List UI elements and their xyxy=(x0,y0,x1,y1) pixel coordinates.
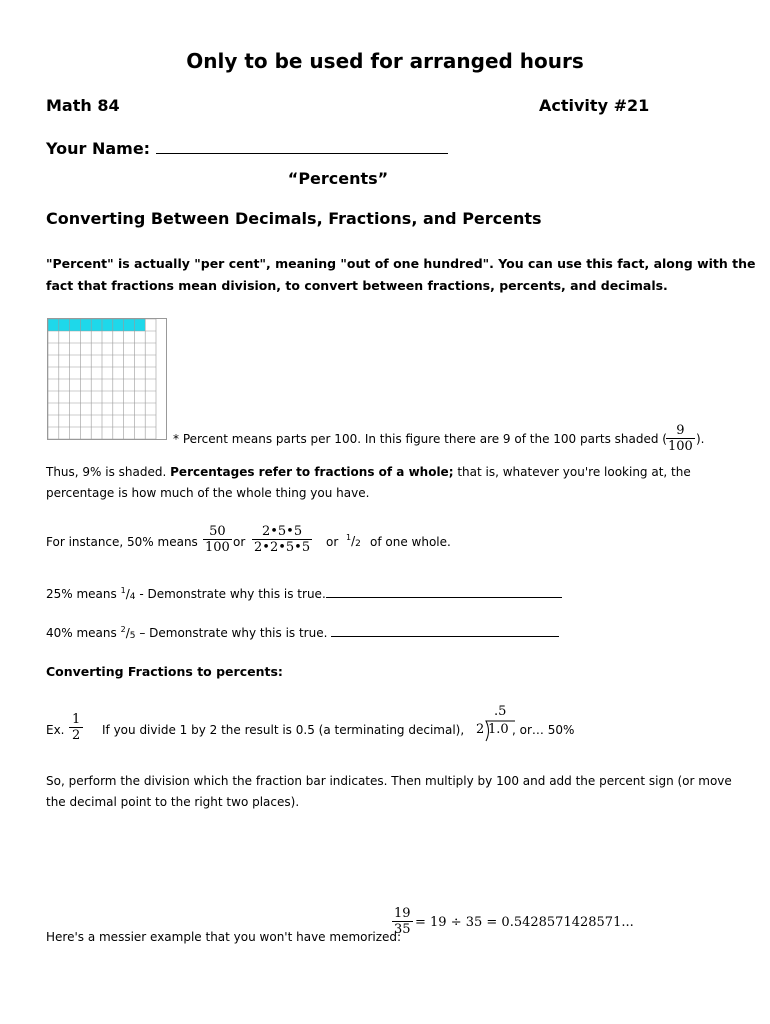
activity-label: Activity #21 xyxy=(539,96,650,115)
messier-text: Here's a messier example that you won't have memorized: xyxy=(46,930,402,944)
name-label: Your Name: xyxy=(46,139,151,158)
instance-lead: For instance, 50% means xyxy=(46,535,198,549)
figure-caption: * Percent means parts per 100. In this figure there are 9 of the 100 parts shaded ( xyxy=(173,432,667,446)
grid-lines xyxy=(48,319,168,441)
answer-blank-40[interactable] xyxy=(331,625,559,637)
name-blank[interactable] xyxy=(156,139,448,154)
section-heading-fractions-to-percents: Converting Fractions to percents: xyxy=(46,664,283,679)
long-division xyxy=(476,704,516,744)
q25-line: 25% means $^1/_4$ - Demonstrate why this is true. xyxy=(46,586,562,602)
example-tail: , or… 50% xyxy=(512,723,575,737)
divisor: 2 xyxy=(476,722,485,737)
thus-line-1: Thus, 9% is shaded. Percentages refer to fractions of a whole; that is, whatever you're looking at, the xyxy=(46,465,691,479)
dividend: 1.0 xyxy=(488,722,509,737)
example-text: If you divide 1 by 2 the result is 0.5 (a terminating decimal), xyxy=(102,723,465,737)
q40-line: 40% means $^2/_5$ – Demonstrate why this is true. xyxy=(46,625,559,641)
fraction-1-over-2: 1 2 xyxy=(70,712,82,743)
messier-equation: = 19 ÷ 35 = 0.5428571428571... xyxy=(415,915,634,930)
caption-close: ). xyxy=(696,432,705,446)
section-heading-converting: Converting Between Decimals, Fractions, and Percents xyxy=(46,209,542,228)
fraction-factored: 2•5•5 2•2•5•5 xyxy=(254,524,311,555)
so-line-1: So, perform the division which the fraction bar indicates. Then multiply by 100 and add the percent sign (or move xyxy=(46,774,732,788)
or-1: or xyxy=(233,535,246,549)
instance-tail: of one whole. xyxy=(370,535,451,549)
hundred-grid xyxy=(47,318,167,440)
intro-line-2: fact that fractions mean division, to convert between fractions, percents, and decimals. xyxy=(46,278,668,293)
thus-line-2: percentage is how much of the whole thing you have. xyxy=(46,486,370,500)
course-label: Math 84 xyxy=(46,96,120,115)
fraction-19-over-35: 19 35 xyxy=(394,906,411,937)
name-field[interactable] xyxy=(46,139,448,158)
quotient: .5 xyxy=(494,704,507,719)
ex-label: Ex. xyxy=(46,723,65,737)
intro-line-1: "Percent" is actually "per cent", meaning "out of one hundred". You can use this fact, along with the xyxy=(46,256,756,271)
fraction-50-over-100: 50 100 xyxy=(205,524,230,555)
answer-blank-25[interactable] xyxy=(326,586,562,598)
page-title: Only to be used for arranged hours xyxy=(186,49,584,73)
or-2: or xyxy=(326,535,339,549)
fraction-one-half: $^1/_2$ xyxy=(346,533,361,549)
fraction-9-over-100: 9 100 xyxy=(668,423,693,454)
subtitle: “Percents” xyxy=(287,169,389,188)
so-line-2: the decimal point to the right two places). xyxy=(46,795,300,809)
